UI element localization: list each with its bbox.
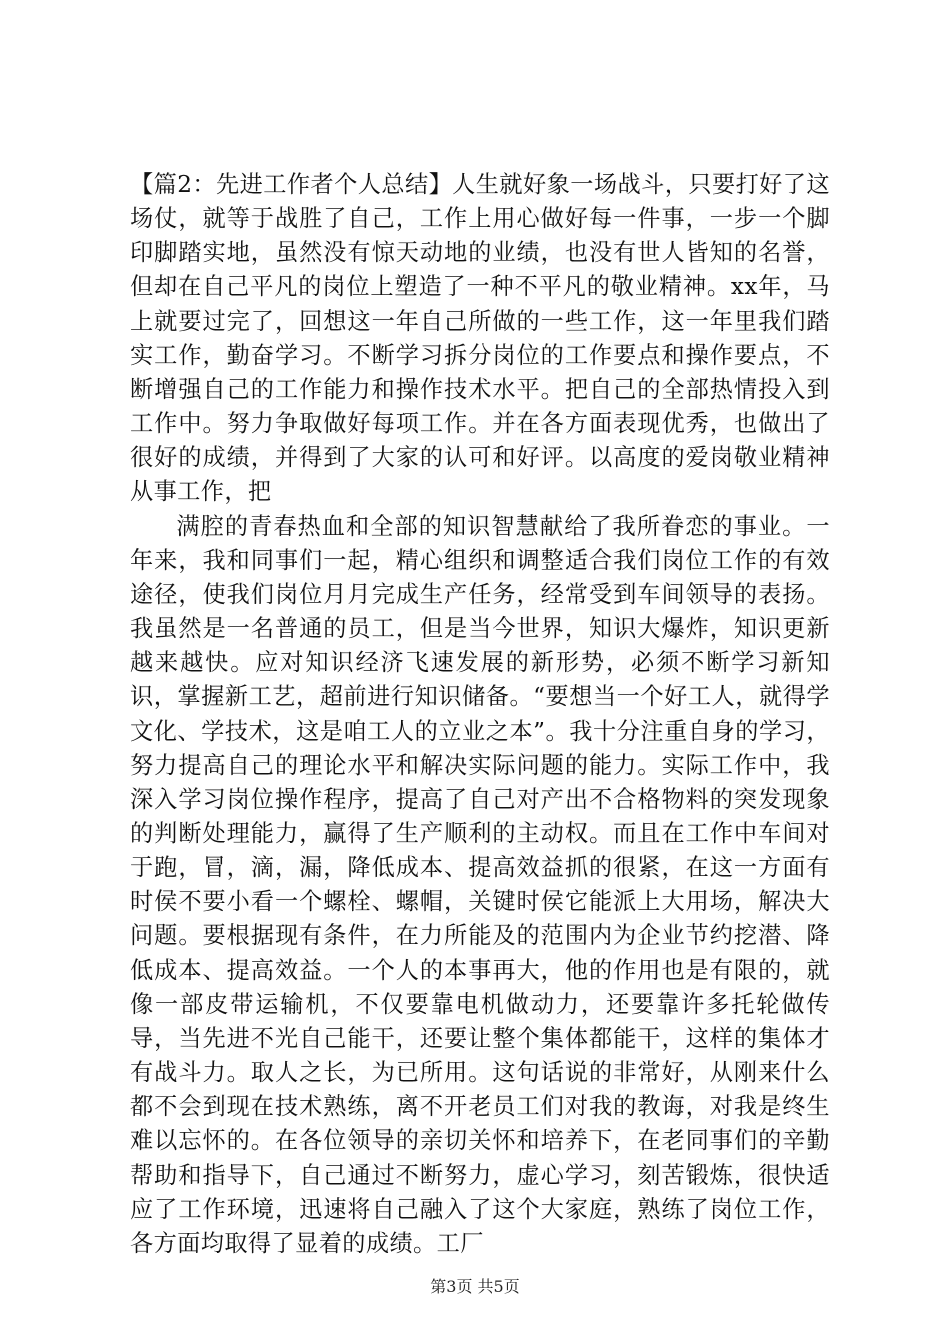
document-body (130, 168, 830, 1261)
page-footer: 第3页 共5页 (430, 1277, 520, 1296)
paragraph-summary-intro: 【篇2：先进工作者个人总结】人生就好象一场战斗，只要打好了这场仗，就等于战胜了自己，工作上用心做好每一件事，一步一个脚印脚踏实地，虽然没有惊天动地的业绩，也没有世人皆知的名誉，但却在自己平凡的岗位上塑造了一种不平凡的敬业精神。xx年，马上就要过完了，回想这一年自己所做的一些工作，这一年里我们踏实工作，勤奋学习。不断学习拆分岗位的工作要点和操作要点，不断增强自己的工作能力和操作技术水平。把自己的全部热情投入到工作中。努力争取做好每项工作。并在各方面表现优秀，也做出了很好的成绩，并得到了大家的认可和好评。以高度的爱岗敬业精神从事工作，把 (130, 171, 830, 506)
paragraph-summary-body: 满腔的青春热血和全部的知识智慧献给了我所眷恋的事业。一年来，我和同事们一起，精心组织和调整适合我们岗位工作的有效途径，使我们岗位月月完成生产任务，经常受到车间领导的表扬。我虽然是一名普通的员工，但是当今世界，知识大爆炸，知识更新越来越快。应对知识经济飞速发展的新形势，必须不断学习新知识，掌握新工艺，超前进行知识储备。“要想当一个好工人，就得学文化、学技术，这是咱工人的立业之本”。我十分注重自身的学习，努力提高自己的理论水平和解决实际问题的能力。实际工作中，我深入学习岗位操作程序，提高了自己对产出不合格物料的突发现象的判断处理能力，赢得了生产顺利的主动权。而且在工作中车间对于跑，冒，滴，漏，降低成本、提高效益抓的很紧，在这一方面有时侯不要小看一个螺栓、螺帽，关键时侯它能派上大用场，解决大问题。要根据现有条件，在力所能及的范围内为企业节约挖潜、降低成本、提高效益。一个人的本事再大，他的作用也是有限的，就像一部皮带运输机，不仅要靠电机做动力，还要靠许多托轮做传导，当先进不光自己能干，还要让整个集体都能干，这样的集体才有战斗力。取人之长，为已所用。这句话说的非常好，从刚来什么都不会到现在技术熟练，离不开老员工们对我的教诲，对我是终生难以忘怀的。在各位领导的亲切关怀和培养下，在老同事们的辛勤帮助和指导下，自己通过不断努力，虚心学习，刻苦锻炼，很快适应了工作环境，迅速将自己融入了这个大家庭，熟练了岗位工作，各方面均取得了显着的成绩。工厂 (130, 512, 830, 1257)
